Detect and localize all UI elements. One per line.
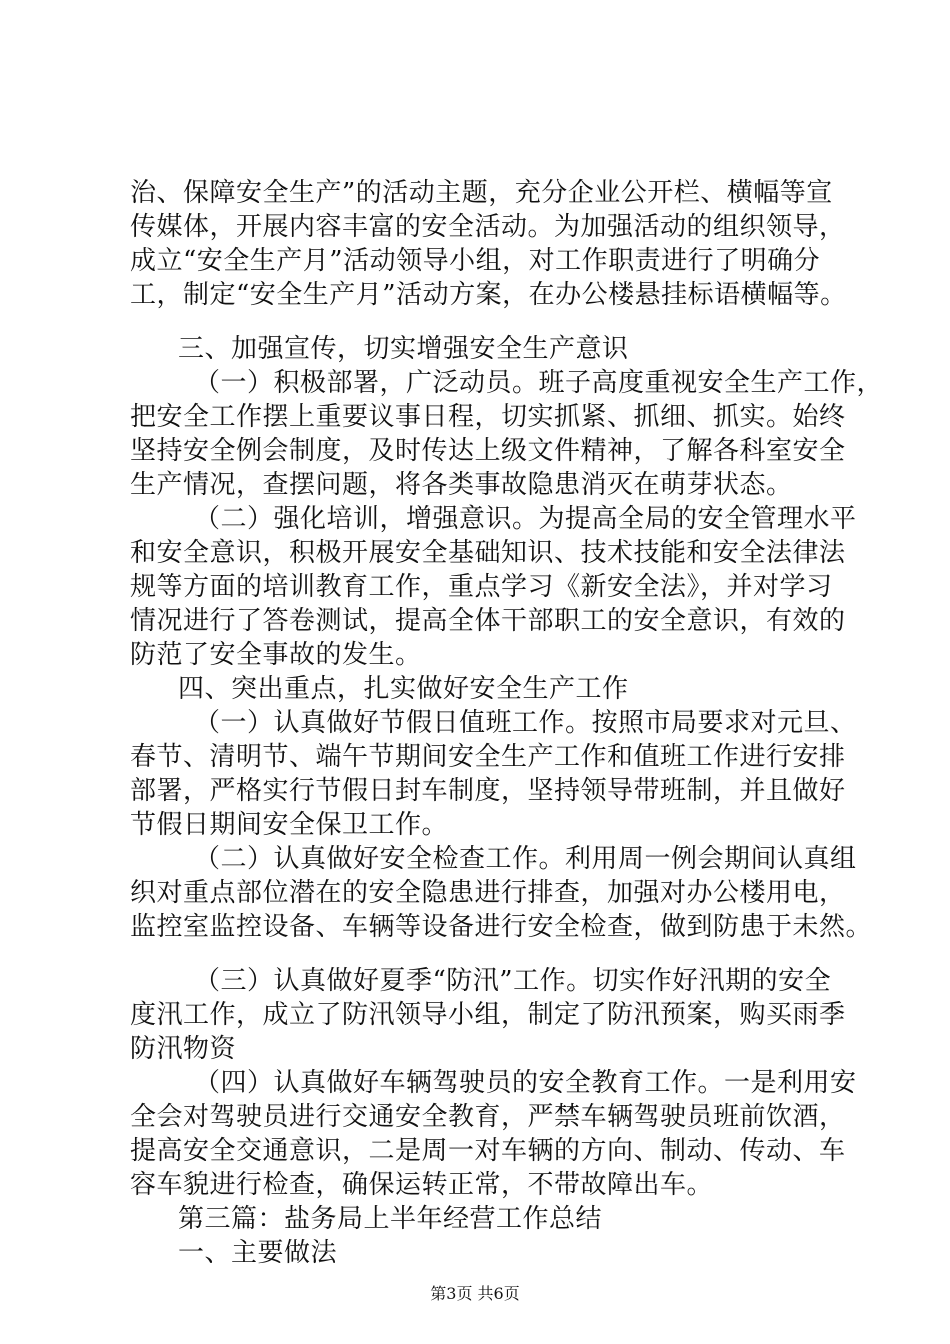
paragraph-line: （二）强化培训，增强意识。为提高全局的安全管理水平 [194, 504, 857, 534]
paragraph-line: 度汛工作，成立了防汛领导小组，制定了防汛预案，购买雨季 [130, 1000, 846, 1030]
paragraph-line: 工，制定“安全生产月”活动方案，在办公楼悬挂标语横幅等。 [130, 280, 847, 310]
paragraph-line: （四）认真做好车辆驾驶员的安全教育工作。一是利用安 [194, 1068, 857, 1098]
chapter-heading: 第三篇：盐务局上半年经营工作总结 [178, 1204, 603, 1234]
paragraph-line: 部署，严格实行节假日封车制度，坚持领导带班制，并且做好 [130, 776, 846, 806]
paragraph-line: 治、保障安全生产”的活动主题，充分企业公开栏、横幅等宣 [130, 178, 833, 208]
paragraph-line: 传媒体，开展内容丰富的安全活动。为加强活动的组织领导， [130, 212, 846, 242]
paragraph-line: 织对重点部位潜在的安全隐患进行排查，加强对办公楼用电， [130, 878, 846, 908]
paragraph-line: 全会对驾驶员进行交通安全教育，严禁车辆驾驶员班前饮酒， [130, 1102, 846, 1132]
paragraph-line: 生产情况，查摆问题，将各类事故隐患消灭在萌芽状态。 [130, 470, 793, 500]
paragraph-line: 提高安全交通意识，二是周一对车辆的方向、制动、传动、车 [130, 1136, 846, 1166]
paragraph-line: （一）认真做好节假日值班工作。按照市局要求对元旦、 [194, 708, 857, 738]
section-heading: 四、突出重点，扎实做好安全生产工作 [178, 674, 629, 704]
paragraph-line: 情况进行了答卷测试，提高全体干部职工的安全意识，有效的 [130, 606, 846, 636]
paragraph-line: 容车貌进行检查，确保运转正常，不带故障出车。 [130, 1170, 714, 1200]
paragraph-line: 监控室监控设备、车辆等设备进行安全检查，做到防患于未然。 [130, 912, 873, 942]
subsection-heading: 一、主要做法 [178, 1238, 338, 1268]
paragraph-line: 防汛物资 [130, 1034, 237, 1064]
paragraph-line: （三）认真做好夏季“防汛”工作。切实作好汛期的安全 [194, 966, 832, 996]
paragraph-line: （一）积极部署，广泛动员。班子高度重视安全生产工作， [194, 368, 884, 398]
paragraph-line: 成立“安全生产月”活动领导小组，对工作职责进行了明确分 [130, 246, 821, 276]
paragraph-line: 把安全工作摆上重要议事日程，切实抓紧、抓细、抓实。始终 [130, 402, 846, 432]
paragraph-line: 坚持安全例会制度，及时传达上级文件精神，了解各科室安全 [130, 436, 846, 466]
paragraph-line: 防范了安全事故的发生。 [130, 640, 422, 670]
page-footer: 第3页 共6页 [430, 1284, 520, 1303]
section-heading: 三、加强宣传，切实增强安全生产意识 [178, 334, 629, 364]
paragraph-line: 和安全意识，积极开展安全基础知识、技术技能和安全法律法 [130, 538, 846, 568]
paragraph-line: 规等方面的培训教育工作，重点学习《新安全法》，并对学习 [130, 572, 833, 602]
paragraph-line: 节假日期间安全保卫工作。 [130, 810, 449, 840]
paragraph-line: 春节、清明节、端午节期间安全生产工作和值班工作进行安排 [130, 742, 846, 772]
paragraph-line: （二）认真做好安全检查工作。利用周一例会期间认真组 [194, 844, 857, 874]
